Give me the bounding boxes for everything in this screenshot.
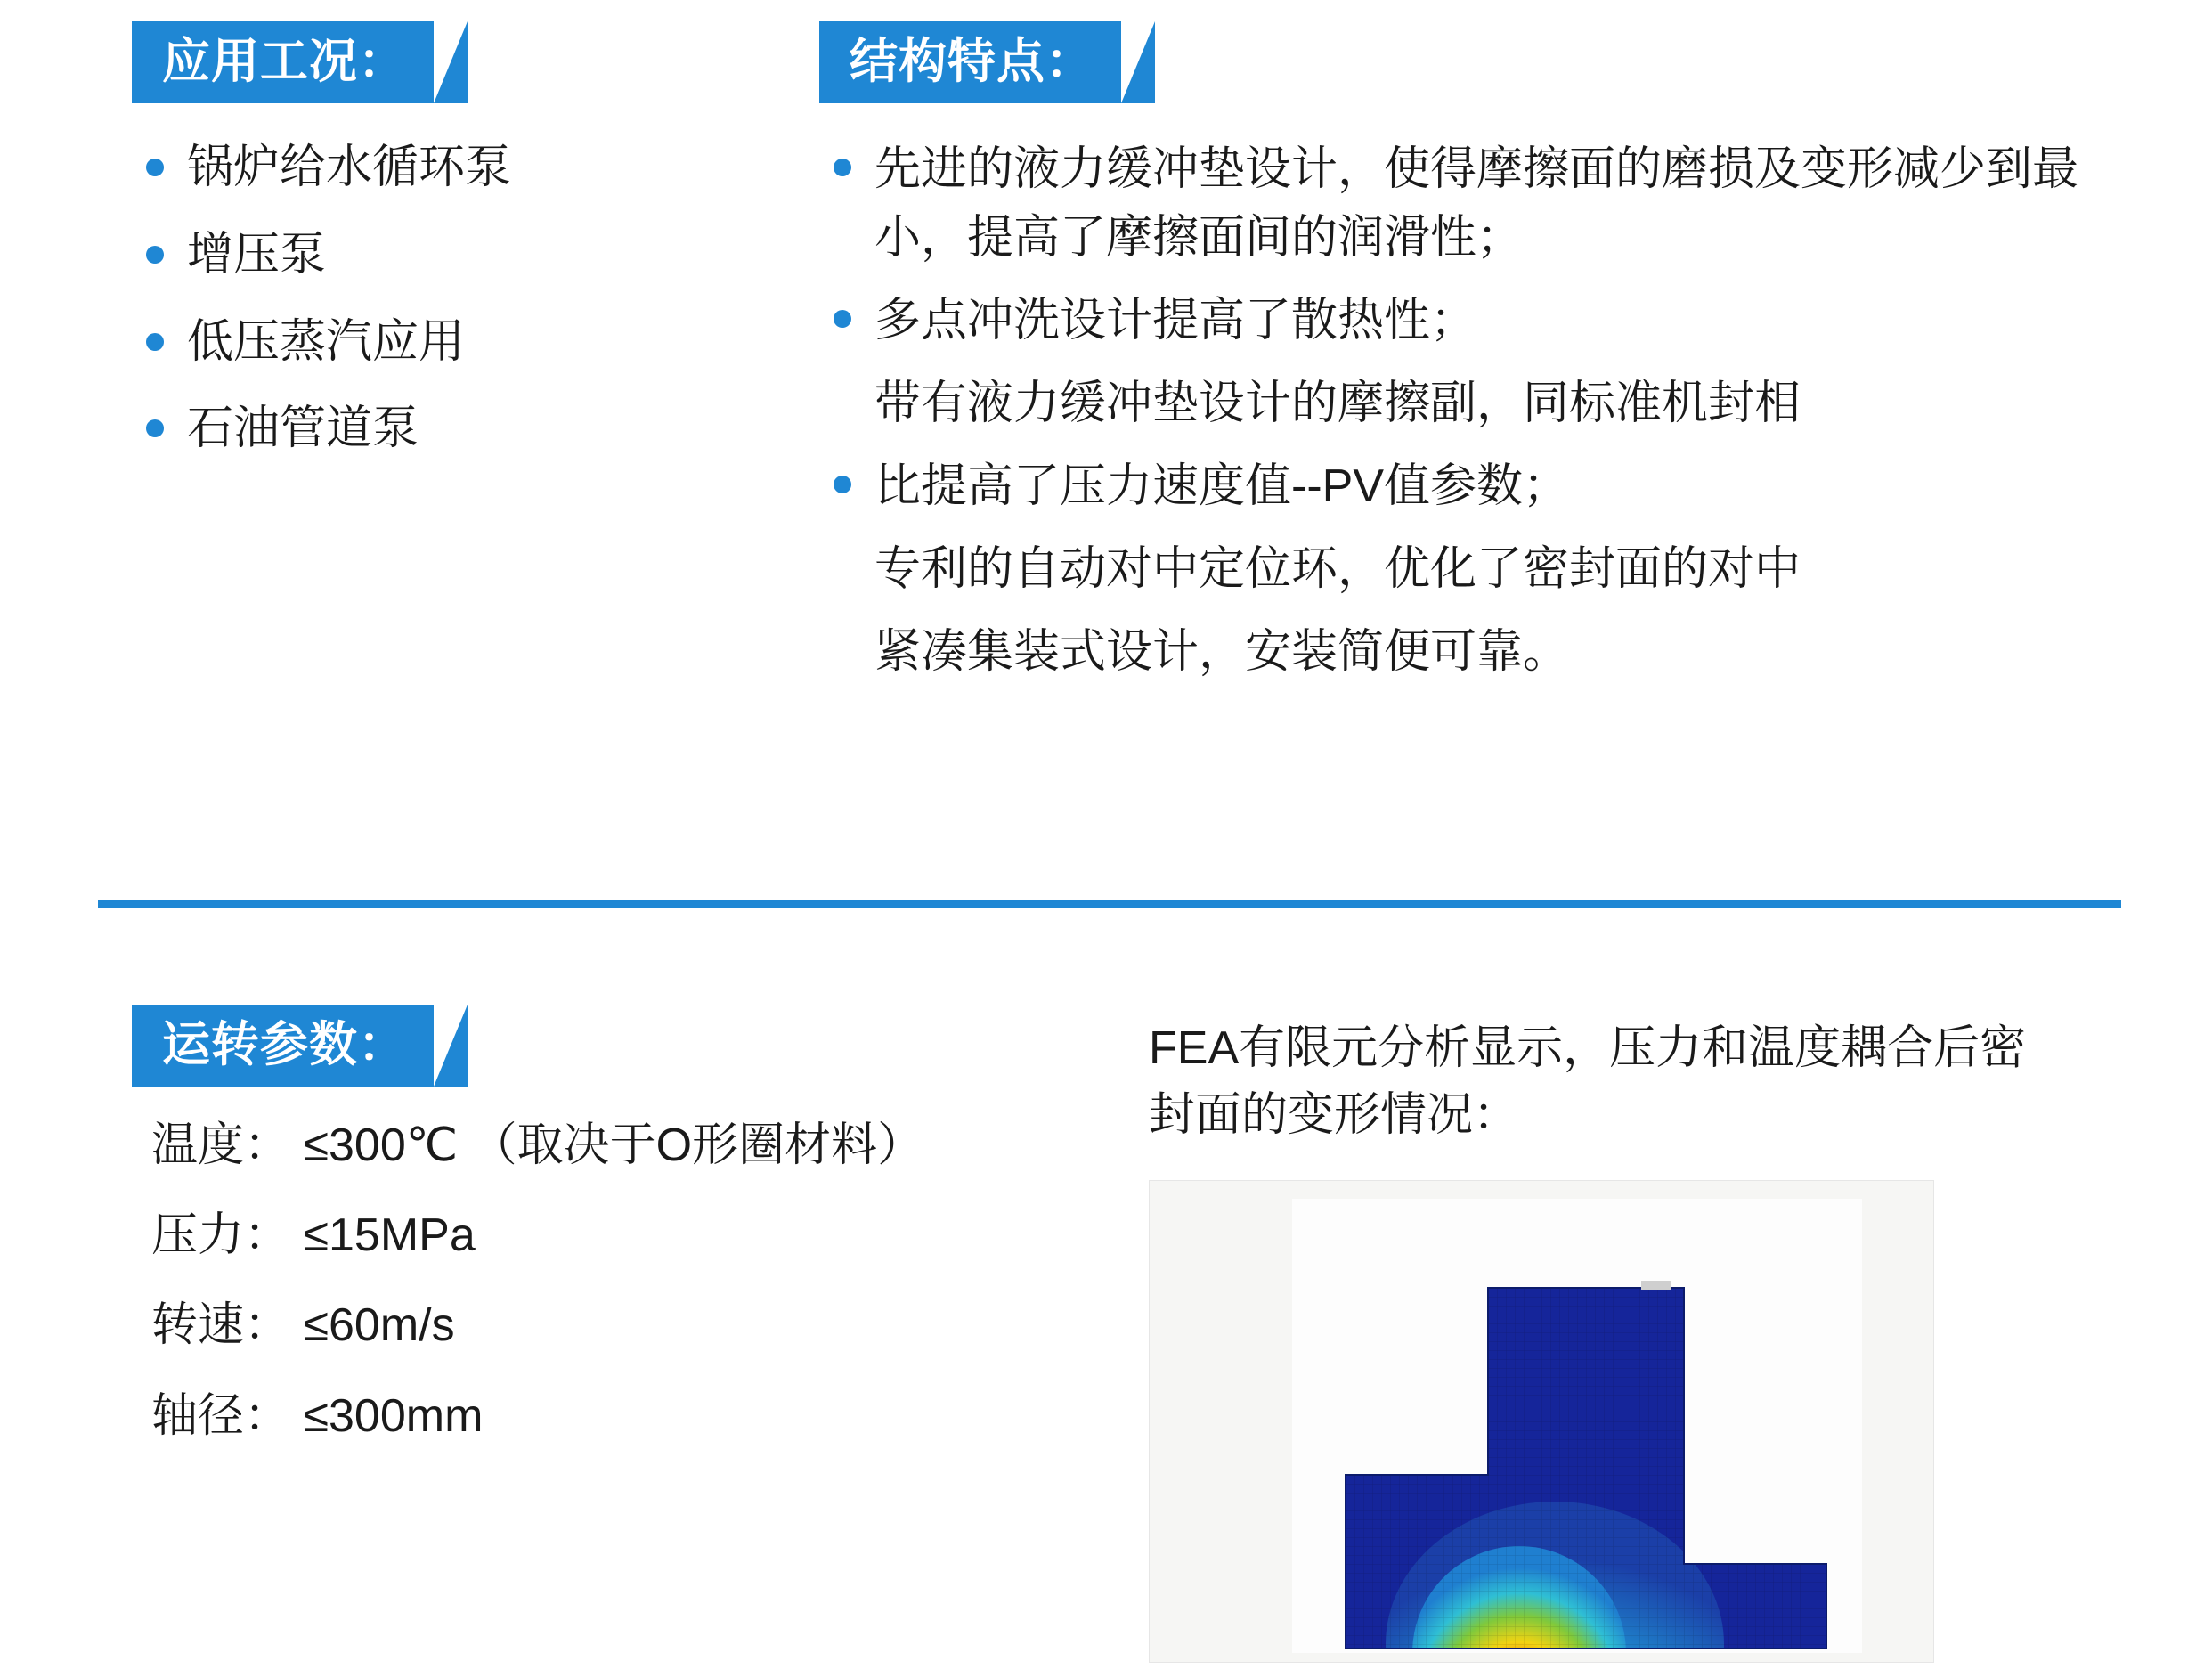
parameter-value: ≤300mm: [303, 1389, 484, 1442]
parameter-label: 温度：: [151, 1119, 291, 1171]
application-item-label: 石油管道泵: [187, 403, 419, 455]
list-item: [132, 396, 809, 462]
list-item: [132, 223, 809, 289]
parameter-label: 轴径：: [151, 1389, 291, 1442]
feature-item-label: 比提高了压力速度值--PV值参数；: [874, 460, 1570, 512]
parameter-row: [132, 1391, 1102, 1442]
parameter-note: （取决于O形圈材料）: [470, 1119, 924, 1171]
parameter-value: ≤300℃: [303, 1119, 459, 1171]
parameters-section: [132, 1005, 1102, 1481]
applications-list: [132, 135, 809, 462]
parameter-row: [132, 1210, 1102, 1261]
feature-sub-line: 紧凑集装式设计，安装简便可靠。: [874, 625, 1570, 678]
parameters-heading: 运转参数：: [132, 1005, 434, 1087]
list-item: [132, 310, 809, 376]
feature-item-label: 多点冲洗设计提高了散热性；: [874, 294, 1477, 346]
feature-item-label: 先进的液力缓冲垫设计，使得摩擦面的磨损及变形减少到最小，提高了摩擦面间的润滑性；: [874, 143, 2079, 264]
parameter-label: 转速：: [151, 1299, 291, 1352]
parameter-row: [132, 1300, 1102, 1351]
features-list: [819, 135, 2110, 355]
list-item: [819, 452, 2110, 521]
feature-sub-line: 带有液力缓冲垫设计的摩擦副，同标准机封相: [874, 377, 1801, 429]
parameter-value: ≤15MPa: [303, 1209, 476, 1262]
list-item: [132, 135, 809, 201]
applications-section: [132, 21, 809, 484]
application-item-label: 低压蒸汽应用: [187, 315, 466, 368]
fea-contour-plot: [1150, 1181, 1933, 1662]
feature-sub-line: 专利的自动对中定位环，优化了密封面的对中: [874, 542, 1801, 595]
fea-caption: FEA有限元分析显示，压力和温度耦合后密封面的变形情况：: [1149, 1022, 2027, 1142]
parameter-label: 压力：: [151, 1209, 291, 1262]
list-item: [819, 287, 2110, 355]
fea-section: [1149, 1015, 2048, 1663]
features-list-continued: [819, 452, 2110, 521]
features-section: [819, 21, 2110, 701]
features-heading: 结构特点：: [819, 21, 1121, 103]
parameter-value: ≤60m/s: [303, 1299, 455, 1352]
list-item: [819, 135, 2110, 273]
application-item-label: 增压泵: [187, 228, 327, 281]
section-divider: [98, 900, 2121, 908]
parameters-list: [132, 1120, 1102, 1442]
applications-heading: 应用工况：: [132, 21, 434, 103]
fea-analysis-image: [1149, 1180, 1934, 1663]
parameter-row: [132, 1120, 1102, 1171]
application-item-label: 锅炉给水循环泵: [187, 142, 512, 193]
